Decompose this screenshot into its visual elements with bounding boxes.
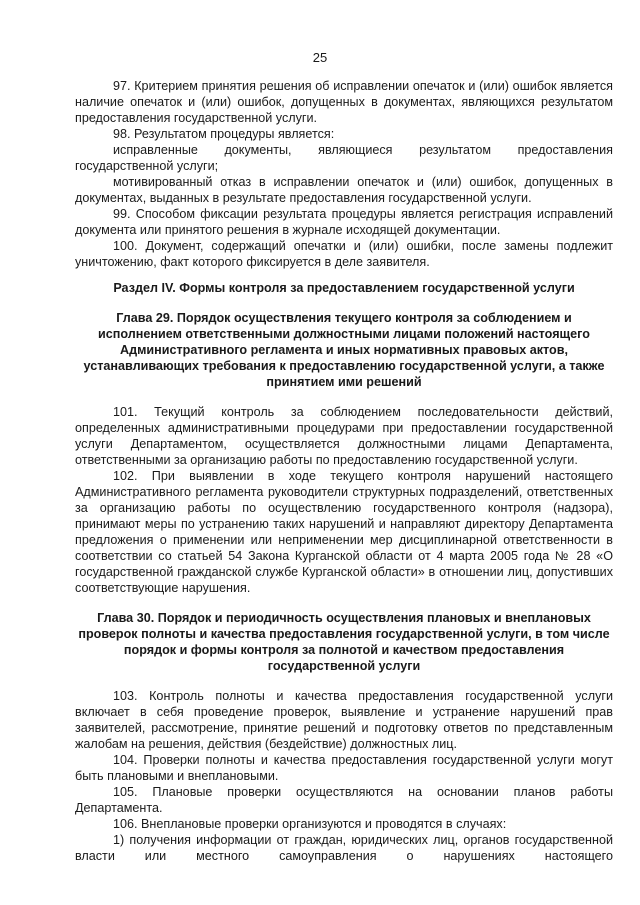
page-number: 25 [312,50,328,65]
section-iv-title: Раздел IV. Формы контроля за предоставлением государственной услуги [113,281,575,295]
paragraph-102: 102. При выявлении в ходе текущего контроля нарушений настоящего Административного регламента руководители структурных подразделений, ответственных за организацию работы по осуществлению государственного контроля (надзора), принимают меры по устранению таких нарушений и направляют директору Департамента предложения о применении или неприменении мер дисциплинарной ответственности в соответствии со статьей 54 Закона Курганской области от 4 марта 2005 года № 28 «О государственной гражданской службе Курганской области» в отношении лиц, допустивших соответствующие нарушения. [75,469,613,595]
paragraph-98: 98. Результатом процедуры является: [113,127,335,141]
paragraph-104: 104. Проверки полноты и качества предоставления государственной услуги могут быть плановыми и внеплановыми. [75,753,613,783]
paragraph-98-item-2: мотивированный отказ в исправлении опечаток и (или) ошибок, допущенных в документах, выданных в результате предоставления государственной услуги. [75,175,613,205]
paragraph-105: 105. Плановые проверки осуществляются на основании планов работы Департамента. [75,785,613,815]
paragraph-99: 99. Способом фиксации результата процедуры является регистрация исправлений документа или принятого решения в журнале исходящей документации. [75,207,613,237]
paragraph-100: 100. Документ, содержащий опечатки и (или) ошибки, после замены подлежит уничтожению, факт которого фиксируется в деле заявителя. [75,239,613,269]
chapter-30-title: Глава 30. Порядок и периодичность осуществления плановых и внеплановых проверок полноты и качества предоставления государственной услуги, в том числе порядок и формы контроля за полнотой и качеством предоставления государственной услуги [78,611,610,673]
document-body [75,78,613,864]
chapter-29-title: Глава 29. Порядок осуществления текущего контроля за соблюдением и исполнением ответственными должностными лицами положений настоящего Административного регламента и иных нормативных правовых актов, устанавливающих требования к предоставлению государственной услуги, а также принятием ими решений [83,311,605,389]
paragraph-98-item-1: исправленные документы, являющиеся результатом предоставления государственной услуги; [75,143,613,173]
paragraph-103: 103. Контроль полноты и качества предоставления государственной услуги включает в себя проведение проверок, выявление и устранение нарушений прав заявителей, рассмотрение, принятие решений и подготовку ответов по представленным жалобам на решения, действия (бездействие) должностных лиц. [75,689,613,751]
paragraph-106: 106. Внеплановые проверки организуются и проводятся в случаях: [113,817,507,831]
paragraph-106-item-1: 1) получения информации от граждан, юридических лиц, органов государственной власти или местного самоуправления о нарушениях настоящего [75,833,613,863]
paragraph-101: 101. Текущий контроль за соблюдением последовательности действий, определенных административными процедурами при предоставлении государственной услуги Департаментом, осуществляется должностными лицами Департамента, ответственными за организацию работы по предоставлению государственной услуги. [75,405,613,467]
paragraph-97: 97. Критерием принятия решения об исправлении опечаток и (или) ошибок является наличие опечаток и (или) ошибок, допущенных в документах, являющихся результатом предоставления государственной услуги. [75,79,613,125]
